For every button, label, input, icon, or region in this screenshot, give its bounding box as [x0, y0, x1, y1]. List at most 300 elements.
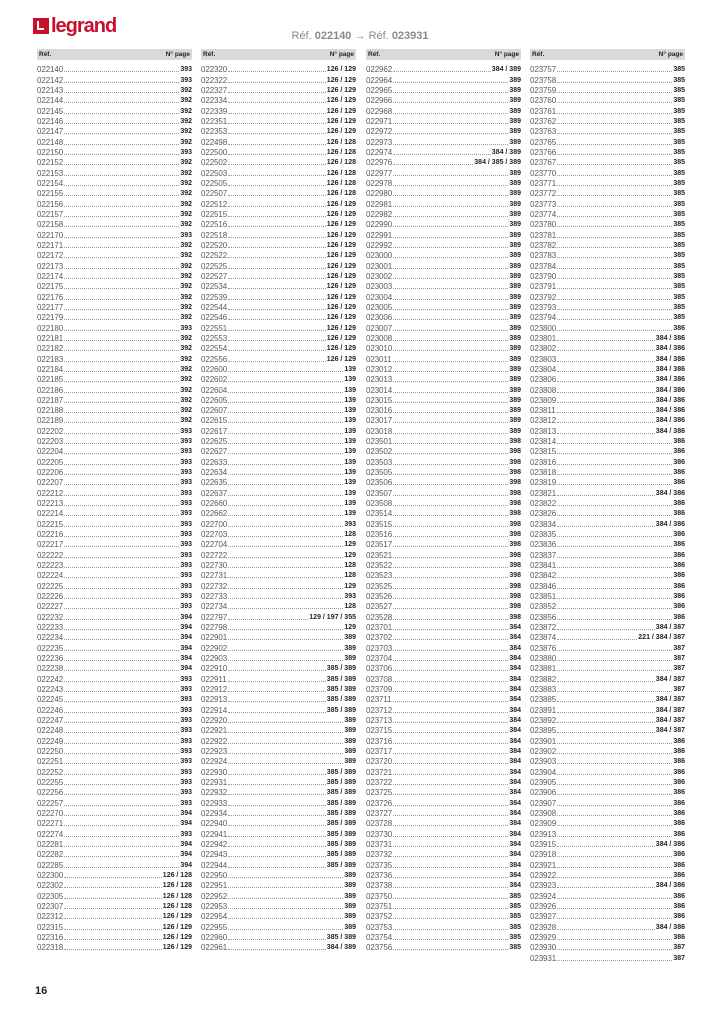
dot-leader — [228, 71, 326, 72]
page-reference: 389 — [509, 303, 521, 311]
page-reference: 384 — [509, 655, 521, 663]
page-reference: 389 — [509, 407, 521, 415]
dot-leader — [557, 887, 655, 888]
reference-number: 022351 — [201, 116, 228, 126]
page-reference: 385 — [673, 148, 685, 156]
reference-number: 023722 — [366, 777, 393, 787]
index-row — [201, 601, 356, 611]
reference-number: 022353 — [201, 127, 228, 137]
dot-leader — [64, 361, 179, 362]
page-reference: 128 — [344, 562, 356, 570]
index-row — [37, 415, 192, 425]
dot-leader — [557, 825, 672, 826]
reference-number: 023005 — [366, 302, 393, 312]
dot-leader — [393, 877, 508, 878]
index-row — [37, 353, 192, 363]
index-row — [37, 787, 192, 797]
index-row — [530, 260, 685, 270]
index-row — [37, 271, 192, 281]
dot-leader — [557, 763, 672, 764]
page-reference: 389 — [509, 427, 521, 435]
page-reference: 398 — [509, 520, 521, 528]
dot-leader — [64, 949, 162, 950]
reference-number: 022183 — [37, 354, 64, 364]
page-reference: 126 / 128 — [162, 882, 192, 890]
index-row — [366, 291, 521, 301]
page-reference: 384 / 387 — [655, 727, 685, 735]
reference-number: 023885 — [530, 695, 557, 705]
reference-number: 022144 — [37, 96, 64, 106]
index-row — [201, 415, 356, 425]
index-row — [37, 333, 192, 343]
reference-number: 022730 — [201, 561, 228, 571]
page-reference: 387 — [673, 954, 685, 962]
reference-number: 022933 — [201, 798, 228, 808]
index-row — [366, 188, 521, 198]
page-reference: 384 / 389 — [491, 66, 521, 74]
index-row — [530, 756, 685, 766]
reference-number: 023018 — [366, 426, 393, 436]
reference-number: 022142 — [37, 75, 64, 85]
page-reference: 389 — [344, 923, 356, 931]
index-row — [201, 787, 356, 797]
dot-leader — [228, 619, 308, 620]
index-row — [201, 240, 356, 250]
index-row — [530, 797, 685, 807]
dot-leader — [228, 825, 326, 826]
reference-number: 023821 — [530, 488, 557, 498]
page-reference: 386 — [673, 572, 685, 580]
page-reference: 139 — [344, 510, 356, 518]
index-row — [366, 787, 521, 797]
column-header-ref: Réf. — [39, 51, 52, 58]
dot-leader — [64, 722, 179, 723]
index-row — [37, 105, 192, 115]
index-row — [530, 746, 685, 756]
reference-number: 023015 — [366, 395, 393, 405]
index-row — [530, 395, 685, 405]
page-reference: 386 — [673, 438, 685, 446]
reference-number: 023903 — [530, 757, 557, 767]
reference-number: 023766 — [530, 147, 557, 157]
dot-leader — [393, 712, 508, 713]
dot-leader — [64, 278, 179, 279]
page-reference: 384 — [509, 737, 521, 745]
page-reference: 384 — [509, 861, 521, 869]
index-row — [366, 684, 521, 694]
dot-leader — [228, 330, 326, 331]
dot-leader — [393, 898, 508, 899]
index-row — [530, 508, 685, 518]
dot-leader — [557, 278, 672, 279]
index-row — [37, 870, 192, 880]
reference-number: 023754 — [366, 932, 393, 942]
reference-number: 022249 — [37, 736, 64, 746]
dot-leader — [228, 515, 343, 516]
index-row — [366, 136, 521, 146]
index-row — [366, 229, 521, 239]
reference-number: 023758 — [530, 75, 557, 85]
dot-leader — [557, 567, 672, 568]
page-reference: 386 — [673, 479, 685, 487]
reference-number: 022551 — [201, 323, 228, 333]
page-reference: 384 — [509, 706, 521, 714]
index-row — [366, 591, 521, 601]
reference-number: 023756 — [366, 943, 393, 953]
page-reference: 392 — [180, 159, 192, 167]
reference-number: 022212 — [37, 488, 64, 498]
index-row — [37, 839, 192, 849]
index-row — [530, 116, 685, 126]
dot-leader — [64, 908, 162, 909]
reference-number: 023806 — [530, 375, 557, 385]
index-row — [201, 518, 356, 528]
dot-leader — [64, 216, 179, 217]
page-reference: 393 — [180, 479, 192, 487]
reference-number: 023013 — [366, 375, 393, 385]
page-reference: 393 — [180, 541, 192, 549]
index-row — [37, 859, 192, 869]
dot-leader — [557, 443, 672, 444]
reference-number: 023881 — [530, 664, 557, 674]
reference-number: 022503 — [201, 168, 228, 178]
page-reference: 389 — [344, 737, 356, 745]
dot-leader — [228, 299, 326, 300]
dot-leader — [228, 247, 326, 248]
page-reference: 385 — [673, 252, 685, 260]
page-reference: 385 — [673, 314, 685, 322]
index-row — [530, 694, 685, 704]
page-reference: 394 — [180, 840, 192, 848]
dot-leader — [64, 206, 179, 207]
reference-number: 022186 — [37, 385, 64, 395]
dot-leader — [393, 774, 508, 775]
index-row — [366, 735, 521, 745]
index-row — [201, 570, 356, 580]
dot-leader — [557, 918, 672, 919]
index-row — [201, 260, 356, 270]
dot-leader — [557, 464, 672, 465]
index-row — [37, 322, 192, 332]
index-row — [530, 250, 685, 260]
dot-leader — [393, 691, 508, 692]
index-row — [530, 601, 685, 611]
dot-leader — [557, 577, 672, 578]
dot-leader — [228, 164, 326, 165]
page-reference: 389 — [509, 345, 521, 353]
page-reference: 385 — [673, 272, 685, 280]
index-row — [366, 766, 521, 776]
page-reference: 386 — [673, 913, 685, 921]
index-row — [37, 663, 192, 673]
index-row — [366, 932, 521, 942]
reference-number: 023017 — [366, 416, 393, 426]
dot-leader — [64, 340, 179, 341]
reference-number: 022500 — [201, 147, 228, 157]
index-row — [201, 64, 356, 74]
reference-number: 022522 — [201, 251, 228, 261]
index-row — [37, 518, 192, 528]
dot-leader — [228, 175, 326, 176]
column-header-page: N° page — [658, 51, 683, 58]
reference-number: 023002 — [366, 271, 393, 281]
page-reference: 386 — [673, 768, 685, 776]
dot-leader — [64, 422, 179, 423]
dot-leader — [64, 330, 179, 331]
index-row — [530, 198, 685, 208]
dot-leader — [64, 288, 179, 289]
dot-leader — [64, 670, 179, 671]
page-reference: 386 — [673, 582, 685, 590]
index-row — [366, 694, 521, 704]
dot-leader — [228, 484, 343, 485]
dot-leader — [557, 422, 655, 423]
dot-leader — [557, 732, 655, 733]
index-row — [366, 839, 521, 849]
page-reference: 386 — [673, 892, 685, 900]
page-reference: 126 / 129 — [326, 107, 356, 115]
page-reference: 385 — [509, 923, 521, 931]
reference-number: 022318 — [37, 943, 64, 953]
page-reference: 386 — [673, 871, 685, 879]
reference-number: 023835 — [530, 530, 557, 540]
dot-leader — [64, 505, 179, 506]
dot-leader — [557, 670, 672, 671]
dot-leader — [64, 350, 179, 351]
column-header — [201, 49, 356, 60]
dot-leader — [64, 495, 179, 496]
reference-number: 022172 — [37, 251, 64, 261]
dot-leader — [64, 856, 179, 857]
reference-number: 023000 — [366, 251, 393, 261]
page-reference: 384 — [509, 727, 521, 735]
page-reference: 126 / 129 — [326, 334, 356, 342]
page-reference: 393 — [180, 76, 192, 84]
dot-leader — [64, 619, 179, 620]
index-row — [37, 549, 192, 559]
index-row — [530, 456, 685, 466]
page-reference: 398 — [509, 551, 521, 559]
dot-leader — [393, 608, 508, 609]
index-row — [530, 663, 685, 673]
page-reference: 126 / 129 — [326, 76, 356, 84]
index-row — [201, 508, 356, 518]
dot-leader — [557, 650, 672, 651]
dot-leader — [393, 484, 508, 485]
index-row — [530, 147, 685, 157]
reference-number: 023701 — [366, 623, 393, 633]
dot-leader — [64, 195, 179, 196]
reference-number: 023856 — [530, 612, 557, 622]
index-row — [201, 560, 356, 570]
page-reference: 385 — [509, 933, 521, 941]
page-reference: 389 — [344, 634, 356, 642]
dot-leader — [557, 206, 672, 207]
index-row — [530, 591, 685, 601]
dot-leader — [393, 836, 508, 837]
dot-leader — [228, 805, 326, 806]
dot-leader — [228, 268, 326, 269]
index-row — [366, 818, 521, 828]
dot-leader — [393, 474, 508, 475]
reference-number: 022912 — [201, 685, 228, 695]
index-row — [201, 870, 356, 880]
dot-leader — [393, 82, 508, 83]
reference-number: 023882 — [530, 674, 557, 684]
dot-leader — [393, 92, 508, 93]
index-row — [366, 632, 521, 642]
reference-number: 023709 — [366, 685, 393, 695]
reference-number: 023909 — [530, 819, 557, 829]
page-reference: 392 — [180, 293, 192, 301]
page-reference: 139 — [344, 417, 356, 425]
dot-leader — [228, 185, 326, 186]
page-reference: 385 — [673, 200, 685, 208]
page-reference: 129 — [344, 541, 356, 549]
page-reference: 126 / 129 — [326, 117, 356, 125]
index-row — [201, 219, 356, 229]
reference-number: 022952 — [201, 891, 228, 901]
index-row — [37, 622, 192, 632]
reference-number: 022157 — [37, 209, 64, 219]
page-reference: 393 — [344, 593, 356, 601]
index-row — [530, 839, 685, 849]
dot-leader — [557, 939, 672, 940]
reference-number: 023901 — [530, 736, 557, 746]
dot-leader — [557, 484, 672, 485]
index-row — [366, 715, 521, 725]
reference-number: 023784 — [530, 261, 557, 271]
dot-leader — [228, 453, 343, 454]
index-row — [37, 64, 192, 74]
dot-leader — [64, 247, 179, 248]
dot-leader — [64, 836, 179, 837]
dot-leader — [228, 567, 343, 568]
dot-leader — [228, 361, 326, 362]
index-row — [201, 828, 356, 838]
dot-leader — [64, 557, 179, 558]
page-reference: 389 — [344, 655, 356, 663]
index-row — [530, 467, 685, 477]
page-reference: 385 — [673, 293, 685, 301]
page-reference: 126 / 128 — [326, 138, 356, 146]
index-row — [366, 828, 521, 838]
reference-number: 023812 — [530, 416, 557, 426]
reference-number: 023721 — [366, 767, 393, 777]
reference-number: 022903 — [201, 654, 228, 664]
dot-leader — [64, 371, 179, 372]
reference-number: 023851 — [530, 592, 557, 602]
index-row — [37, 529, 192, 539]
page-reference: 392 — [180, 241, 192, 249]
index-row — [201, 105, 356, 115]
reference-number: 023809 — [530, 395, 557, 405]
page-reference: 394 — [180, 613, 192, 621]
page-reference: 393 — [180, 520, 192, 528]
reference-number: 023731 — [366, 839, 393, 849]
index-row — [530, 921, 685, 931]
reference-number: 023929 — [530, 932, 557, 942]
page-reference: 386 — [673, 551, 685, 559]
reference-number: 022315 — [37, 922, 64, 932]
page-reference: 384 / 387 — [655, 696, 685, 704]
page-reference: 126 / 129 — [326, 86, 356, 94]
reference-number: 023516 — [366, 530, 393, 540]
dot-leader — [557, 526, 655, 527]
index-row — [201, 684, 356, 694]
page-number: 16 — [35, 985, 48, 997]
index-row — [201, 157, 356, 167]
index-row — [366, 756, 521, 766]
reference-number: 022934 — [201, 808, 228, 818]
index-row — [37, 797, 192, 807]
page-reference: 389 — [344, 882, 356, 890]
reference-number: 022147 — [37, 127, 64, 137]
page-reference: 129 / 197 / 355 — [309, 613, 356, 621]
reference-number: 022206 — [37, 468, 64, 478]
index-row — [201, 147, 356, 157]
reference-number: 023762 — [530, 116, 557, 126]
dot-leader — [64, 887, 162, 888]
dot-leader — [228, 226, 326, 227]
index-row — [201, 312, 356, 322]
reference-number: 022171 — [37, 240, 64, 250]
dot-leader — [557, 412, 655, 413]
dot-leader — [64, 237, 179, 238]
page-reference: 387 — [673, 665, 685, 673]
dot-leader — [393, 164, 473, 165]
page-reference: 389 — [344, 902, 356, 910]
reference-number: 022257 — [37, 798, 64, 808]
dot-leader — [228, 102, 326, 103]
page-reference: 394 — [180, 820, 192, 828]
index-row — [530, 880, 685, 890]
index-row — [530, 291, 685, 301]
index-row — [201, 343, 356, 353]
reference-number: 022940 — [201, 819, 228, 829]
page-reference: 393 — [180, 448, 192, 456]
dot-leader — [393, 381, 508, 382]
page-reference: 398 — [509, 603, 521, 611]
dot-leader — [557, 195, 672, 196]
reference-number: 022911 — [201, 674, 227, 684]
reference-number: 022527 — [201, 271, 228, 281]
index-row — [366, 777, 521, 787]
column-header-page: N° page — [494, 51, 519, 58]
index-row — [366, 436, 521, 446]
dot-leader — [64, 102, 179, 103]
index-row — [37, 725, 192, 735]
page-reference: 139 — [344, 469, 356, 477]
dot-leader — [557, 898, 672, 899]
reference-number: 023501 — [366, 437, 393, 447]
reference-number: 023815 — [530, 447, 557, 457]
index-row — [37, 487, 192, 497]
dot-leader — [557, 350, 655, 351]
dot-leader — [228, 681, 326, 682]
page-reference: 393 — [180, 438, 192, 446]
reference-number: 023765 — [530, 137, 557, 147]
page-reference: 384 — [509, 882, 521, 890]
page-reference: 398 — [509, 479, 521, 487]
index-row — [37, 808, 192, 818]
column-header — [366, 49, 521, 60]
dot-leader — [393, 226, 508, 227]
reference-number: 022274 — [37, 829, 64, 839]
reference-number: 023781 — [530, 230, 557, 240]
index-row — [201, 333, 356, 343]
index-row — [366, 374, 521, 384]
